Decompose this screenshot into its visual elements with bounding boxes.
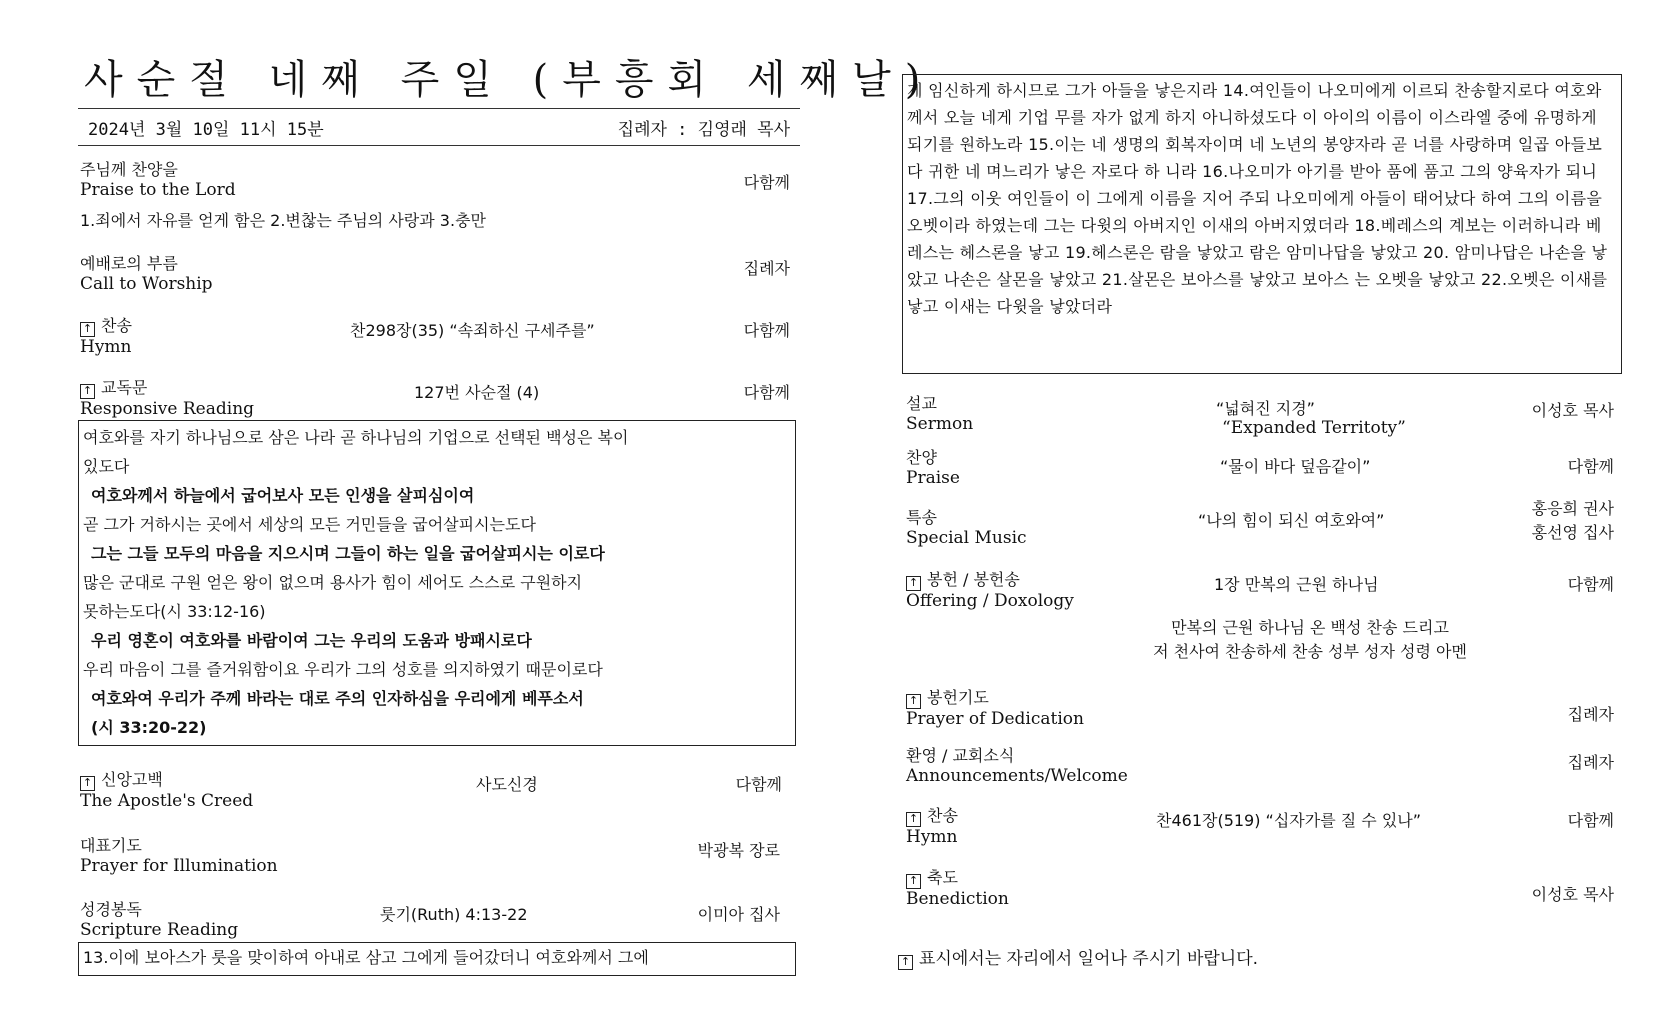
responsive-detail: 127번 사순절 (4) <box>414 383 540 402</box>
sermon-title-ko: “넓혀진 지경” <box>1216 399 1315 418</box>
offering-lead: 다함께 <box>1567 575 1614 594</box>
scripture-ko: 성경봉독 <box>80 900 142 919</box>
benediction-item <box>906 868 1009 909</box>
scripture-lead: 이미아 집사 <box>697 905 780 924</box>
right-praise-item <box>906 448 960 488</box>
sermon-title-en: “Expanded Territoty” <box>1222 418 1406 438</box>
prayer-en: Prayer for Illumination <box>80 856 278 876</box>
stand-up-icon: ↑ <box>906 812 921 827</box>
stand-up-icon: ↑ <box>80 322 95 337</box>
offering-detail: 1장 만복의 근원 하나님 <box>1214 575 1379 594</box>
call-ko: 예배로의 부름 <box>80 254 178 273</box>
right-praise-ko: 찬양 <box>906 448 937 467</box>
creed-ko: 신앙고백 <box>101 770 163 789</box>
responsive-line: 여호와여 우리가 주께 바라는 대로 주의 인자하심을 우리에게 베푸소서 <box>91 689 584 708</box>
responsive-line: 못하는도다(시 33:12-16) <box>83 602 266 621</box>
stand-note-text: 표시에서는 자리에서 일어나 주시기 바랍니다. <box>919 949 1259 969</box>
announce-ko: 환영 / 교회소식 <box>906 746 1015 765</box>
doxology-line: 저 천사여 찬송하세 찬송 성부 성자 성령 아멘 <box>1153 642 1467 661</box>
prayer-item <box>80 836 278 876</box>
call-en: Call to Worship <box>80 274 213 294</box>
scripture-en: Scripture Reading <box>80 920 239 940</box>
dedication-en: Prayer of Dedication <box>906 709 1084 729</box>
special-detail: “나의 힘이 되신 여호와여” <box>1198 511 1385 530</box>
praise-lead: 다함께 <box>743 173 790 192</box>
call-lead: 집례자 <box>743 259 790 278</box>
stand-up-icon: ↑ <box>898 955 913 970</box>
scripture-text-start: 13.이에 보아스가 룻을 맞이하여 아내로 삼고 그에게 들어갔더니 여호와께서 그에 <box>78 942 796 976</box>
right-hymn-en: Hymn <box>906 827 958 847</box>
right-praise-lead: 다함께 <box>1567 457 1614 476</box>
service-date: 2024년 3월 10일 11시 15분 <box>88 120 324 140</box>
offering-ko: 봉헌 / 봉헌송 <box>927 570 1020 589</box>
responsive-line: 우리 마음이 그를 즐거워함이요 우리가 그의 성호를 의지하였기 때문이로다 <box>83 660 603 679</box>
sermon-ko: 설교 <box>906 394 937 413</box>
responsive-line: (시 33:20-22) <box>91 718 207 737</box>
hymn-ko: 찬송 <box>101 316 132 335</box>
benediction-ko: 축도 <box>927 868 958 887</box>
sermon-en: Sermon <box>906 414 974 434</box>
hymn-en: Hymn <box>80 337 132 357</box>
special-item <box>906 508 1027 548</box>
praise-item <box>80 160 236 200</box>
doxology-line: 만복의 근원 하나님 온 백성 찬송 드리고 <box>1171 618 1449 637</box>
prayer-ko: 대표기도 <box>80 836 142 855</box>
responsive-reading-box <box>78 420 796 746</box>
praise-songs: 1.죄에서 자유를 얻게 함은 2.변찮는 주님의 사랑과 3.충만 <box>80 211 486 230</box>
stand-note <box>898 944 1258 970</box>
stand-up-icon: ↑ <box>80 776 95 791</box>
benediction-lead: 이성호 목사 <box>1531 885 1614 904</box>
dedication-item <box>906 688 1084 729</box>
right-praise-detail: “물이 바다 덮음같이” <box>1220 457 1371 476</box>
doxology-lyrics <box>1100 616 1520 664</box>
announce-en: Announcements/Welcome <box>906 766 1128 786</box>
sermon-lead: 이성호 목사 <box>1531 401 1614 420</box>
right-hymn-lead: 다함께 <box>1567 811 1614 830</box>
special-en: Special Music <box>906 528 1027 548</box>
sermon-item <box>906 394 973 434</box>
praise-en: Praise to the Lord <box>80 180 236 200</box>
responsive-line: 있도다 <box>83 457 130 476</box>
right-hymn-ko: 찬송 <box>927 806 958 825</box>
responsive-line: 많은 군대로 구원 얻은 왕이 없으며 용사가 힘이 세어도 스스로 구원하지 <box>83 573 583 592</box>
page-title: 사순절 네째 주일 (부흥회 세째날) <box>84 57 935 103</box>
benediction-en: Benediction <box>906 889 1009 909</box>
responsive-ko: 교독문 <box>101 378 148 397</box>
stand-up-icon: ↑ <box>906 694 921 709</box>
date-line <box>78 108 800 146</box>
hymn-lead: 다함께 <box>743 321 790 340</box>
scripture-detail: 룻기(Ruth) 4:13-22 <box>380 905 528 924</box>
responsive-line: 곧 그가 거하시는 곳에서 세상의 모든 거민들을 굽어살피시는도다 <box>83 515 536 534</box>
responsive-line: 여호와께서 하늘에서 굽어보사 모든 인생을 살피심이여 <box>91 486 475 505</box>
praise-ko: 주님께 찬양을 <box>80 160 178 179</box>
creed-item <box>80 770 253 811</box>
hymn-detail: 찬298장(35) “속죄하신 구세주를” <box>350 321 595 340</box>
stand-up-icon: ↑ <box>906 874 921 889</box>
responsive-line: 우리 영혼이 여호와를 바람이여 그는 우리의 도움과 방패시로다 <box>91 631 532 650</box>
scripture-item <box>80 900 238 940</box>
right-praise-en: Praise <box>906 468 960 488</box>
announce-lead: 집례자 <box>1567 753 1614 772</box>
creed-lead: 다함께 <box>735 775 782 794</box>
special-lead-2: 홍선영 집사 <box>1531 523 1614 542</box>
hymn-item <box>80 316 132 357</box>
service-leader: 집례자 : 김영래 목사 <box>617 120 790 140</box>
offering-item <box>906 570 1074 611</box>
responsive-en: Responsive Reading <box>80 399 255 419</box>
responsive-lead: 다함께 <box>743 383 790 402</box>
responsive-line: 그는 그들 모두의 마음을 지으시며 그들이 하는 일을 굽어살피시는 이로다 <box>91 544 605 563</box>
offering-en: Offering / Doxology <box>906 591 1074 611</box>
stand-up-icon: ↑ <box>80 384 95 399</box>
announce-item <box>906 746 1128 786</box>
call-item <box>80 254 213 294</box>
dedication-lead: 집례자 <box>1567 705 1614 724</box>
creed-en: The Apostle's Creed <box>80 791 254 811</box>
special-ko: 특송 <box>906 508 937 527</box>
right-hymn-detail: 찬461장(519) “십자가를 질 수 있나” <box>1156 811 1422 830</box>
responsive-item <box>80 378 254 419</box>
prayer-lead: 박광복 장로 <box>697 841 780 860</box>
responsive-line: 여호와를 자기 하나님으로 삼은 나라 곧 하나님의 기업으로 선택된 백성은 복이 <box>83 428 629 447</box>
right-hymn-item <box>906 806 958 847</box>
stand-up-icon: ↑ <box>906 576 921 591</box>
creed-detail: 사도신경 <box>476 775 538 794</box>
dedication-ko: 봉헌기도 <box>927 688 989 707</box>
special-lead-1: 홍응희 권사 <box>1531 499 1614 518</box>
scripture-text-continued: 게 임신하게 하시므로 그가 아들을 낳은지라 14.여인들이 나오미에게 이르되 찬송할지로다 여호와께서 오늘 네게 기업 무를 자가 없게 하지 아니하셨도다 이 아이의 이름이 이스라엘 중에 유명하게 되기를 원하노라 15.이는 네 생명의 회복자이며 네 노년의 봉양자라 곧 너를 사랑하며 일곱 아들보다 귀한 네 며느리가 낳은 자로다 하 니라 16.나오미가 아기를 받아 품에 품고 그의 양육자가 되니 17.그의 이웃 여인들이 이 그에게 이름을 지어 주되 나오미에게 아들이 태어났다 하여 그의 이름을 오벳이라 하였는데 그는 다윗의 아버지인 이새의 아버지였더라 18.베레스의 계보는 이러하니라 베레스는 헤스론을 낳고 19.헤스론은 람을 낳았고 람은 암미나답을 낳았고 20. 암미나답은 나손을 낳았고 나손은 살몬을 낳았고 21.살몬은 보아스를 낳았고 보아스 는 오벳을 낳았고 22.오벳은 이새를 낳고 이새는 다윗을 낳았더라 <box>902 74 1622 374</box>
